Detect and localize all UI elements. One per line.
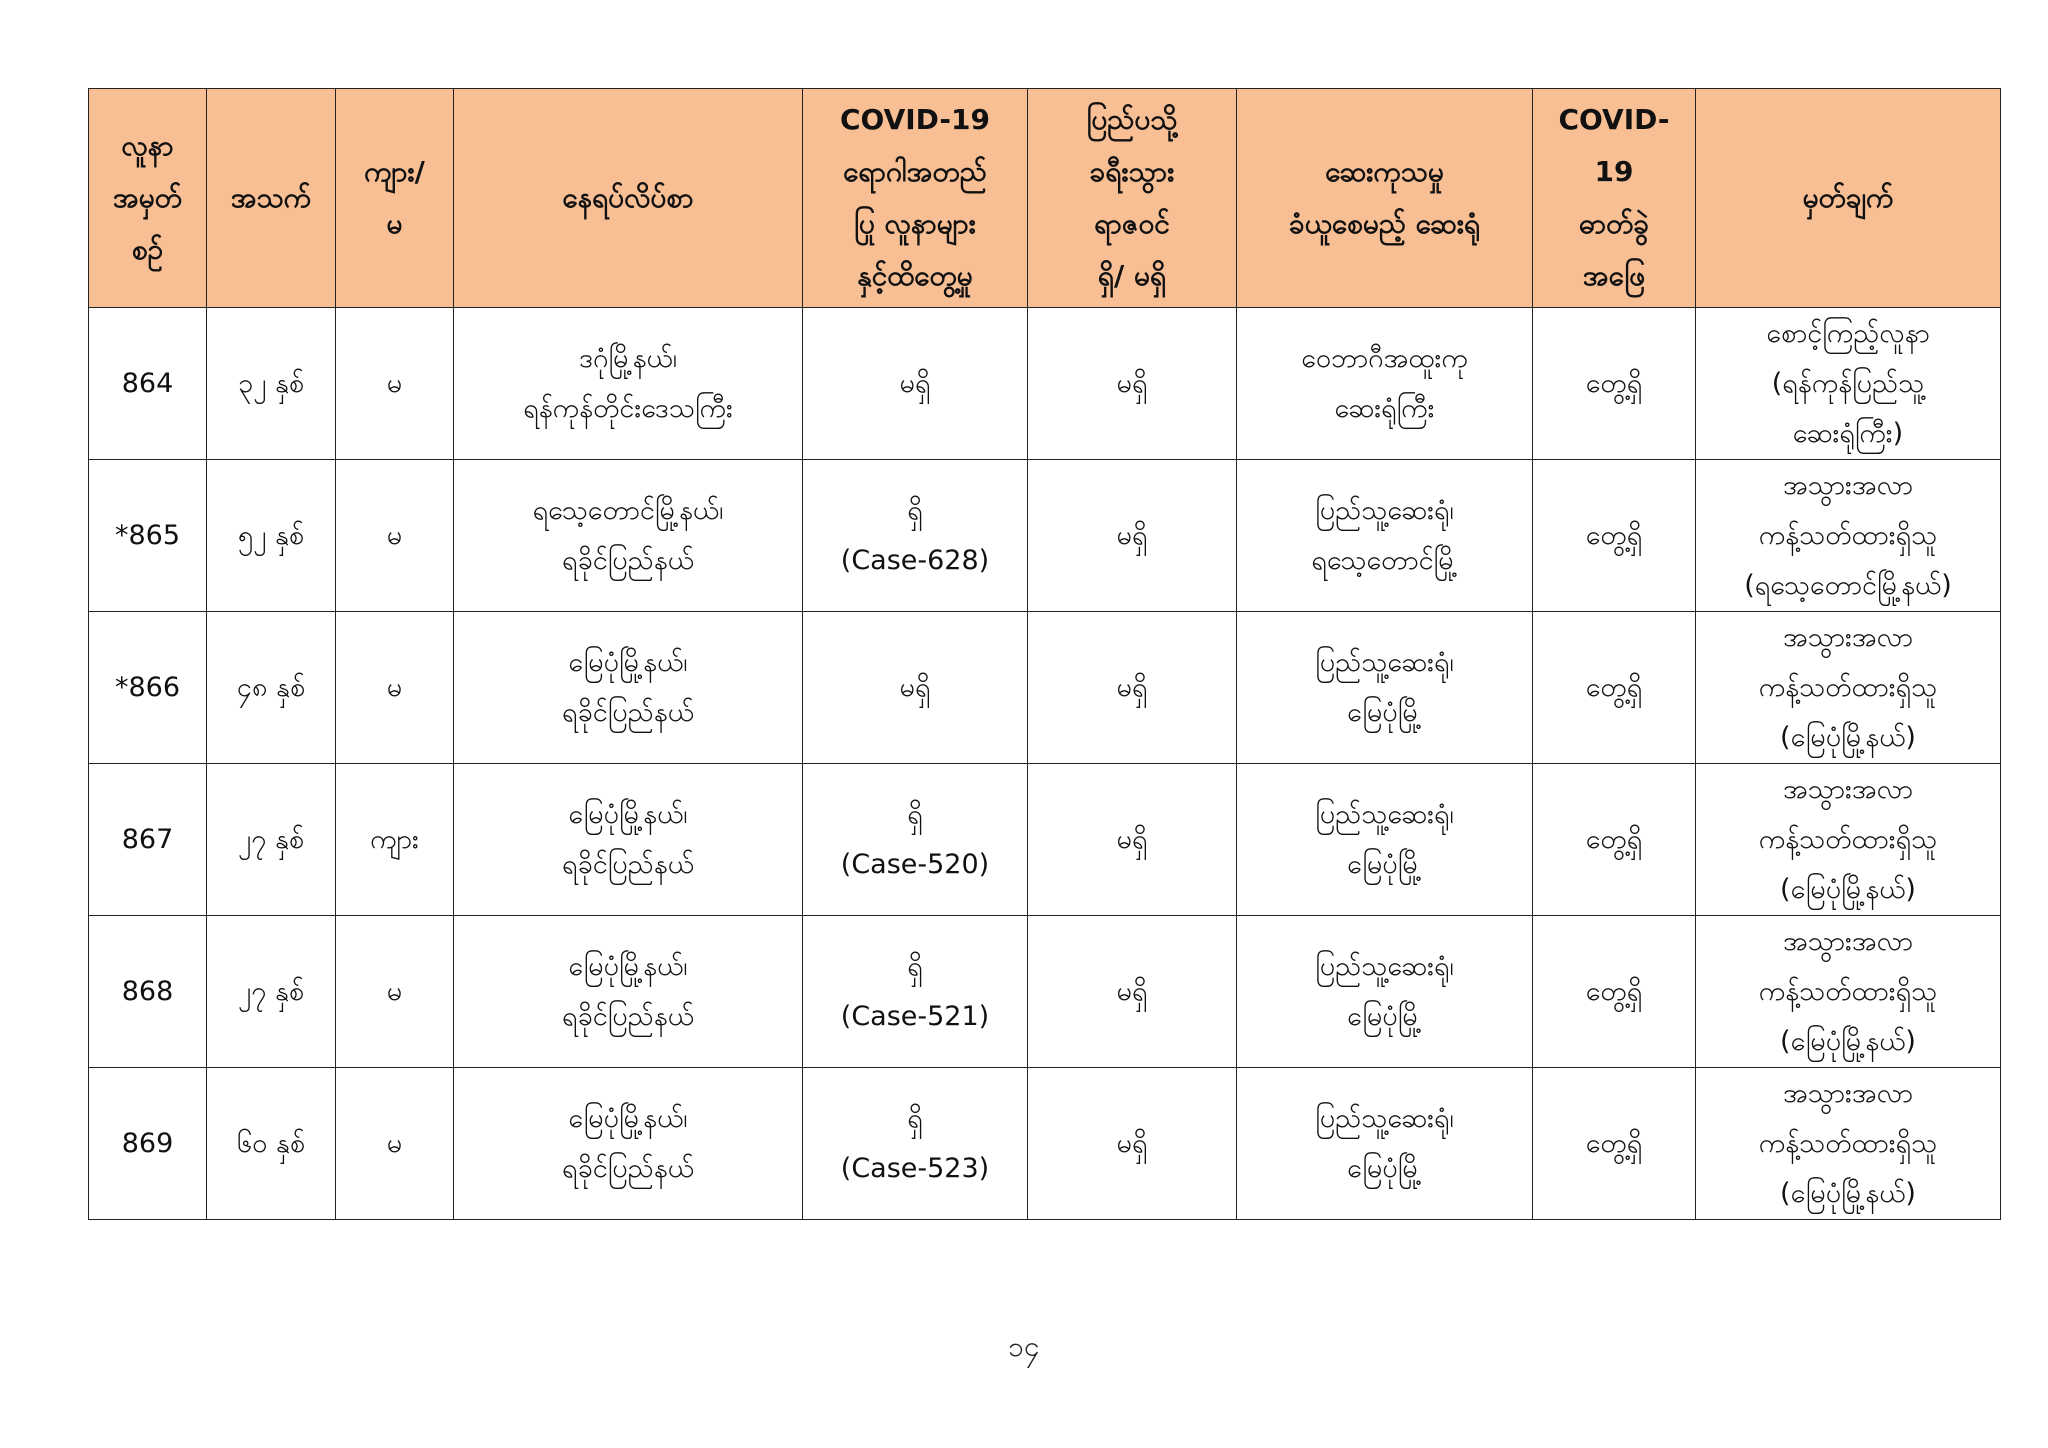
table-header-row (89, 89, 2001, 308)
cell-case-number: 864 (89, 308, 207, 460)
cell-sex: မ (336, 460, 454, 612)
cell-remarks (1696, 916, 2001, 1068)
cell-address (454, 1068, 803, 1220)
cell-sex: မ (336, 308, 454, 460)
cell-case-number: 869 (89, 1068, 207, 1220)
cell-remarks-line: ကန့်သတ်ထားရှိသူ (1758, 519, 1938, 551)
cell-case-number: *866 (89, 612, 207, 764)
cell-hospital (1237, 764, 1533, 916)
cell-contact-line: မရှိ (899, 671, 931, 703)
case-table (88, 88, 2001, 1220)
cell-remarks-line: အသွားအလာ (1782, 773, 1914, 805)
cell-case-number: *865 (89, 460, 207, 612)
cell-remarks (1696, 612, 2001, 764)
cell-address-line: ဒဂုံမြို့နယ်၊ (578, 342, 678, 374)
cell-hospital-line: ဝေဘာဂီအထူးကု (1301, 342, 1468, 374)
cell-hospital (1237, 460, 1533, 612)
cell-lab-result: တွေ့ရှိ (1533, 308, 1696, 460)
cell-hospital-line: မြေပုံမြို့ (1347, 696, 1422, 728)
cell-sex: မ (336, 916, 454, 1068)
cell-sex: ကျား (336, 764, 454, 916)
cell-contact (803, 764, 1028, 916)
cell-contact (803, 460, 1028, 612)
cell-contact (803, 916, 1028, 1068)
cell-remarks (1696, 764, 2001, 916)
cell-address-line: ရခိုင်ပြည်နယ် (562, 696, 694, 728)
cell-hospital (1237, 1068, 1533, 1220)
cell-hospital-line: ပြည်သူ့ဆေးရုံ၊ (1315, 494, 1454, 526)
case-report-page (88, 88, 2000, 1220)
cell-travel-history: မရှိ (1028, 764, 1237, 916)
cell-hospital-line: မြေပုံမြို့ (1347, 1000, 1422, 1032)
cell-contact-line: (Case-523) (840, 1152, 990, 1184)
cell-age: ၄၈ နှစ် (207, 612, 336, 764)
cell-address-line: မြေပုံမြို့နယ်၊ (568, 950, 688, 982)
header-remarks: မှတ်ချက် (1696, 89, 2001, 308)
cell-contact (803, 612, 1028, 764)
cell-contact-line: (Case-520) (840, 848, 990, 880)
cell-contact-line: ရှိ (907, 798, 923, 830)
cell-address-line: ရသေ့တောင်မြို့နယ်၊ (532, 494, 724, 526)
cell-age: ၂၇ နှစ် (207, 916, 336, 1068)
cell-lab-result: တွေ့ရှိ (1533, 612, 1696, 764)
table-row (89, 916, 2001, 1068)
cell-hospital-line: ပြည်သူ့ဆေးရုံ၊ (1315, 950, 1454, 982)
cell-travel-history: မရှိ (1028, 308, 1237, 460)
cell-remarks-line: ကန့်သတ်ထားရှိသူ (1758, 823, 1938, 855)
cell-lab-result: တွေ့ရှိ (1533, 916, 1696, 1068)
cell-remarks-line: (ရသေ့တောင်မြို့နယ်) (1744, 569, 1952, 601)
cell-remarks-line: အသွားအလာ (1782, 469, 1914, 501)
cell-contact (803, 308, 1028, 460)
cell-address (454, 612, 803, 764)
cell-remarks-line: (မြေပုံမြို့နယ်) (1780, 721, 1916, 753)
cell-address (454, 308, 803, 460)
cell-contact-line: ရှိ (907, 950, 923, 982)
cell-hospital-line: ရသေ့တောင်မြို့ (1311, 544, 1458, 576)
header-contact: COVID-19 ရောဂါအတည် ပြု လူနာများ နှင့်ထိတွေ့မှု (803, 89, 1028, 308)
cell-address-line: ရခိုင်ပြည်နယ် (562, 848, 694, 880)
cell-remarks-line: ကန့်သတ်ထားရှိသူ (1758, 671, 1938, 703)
cell-contact (803, 1068, 1028, 1220)
cell-remarks-line: ကန့်သတ်ထားရှိသူ (1758, 1127, 1938, 1159)
cell-remarks (1696, 308, 2001, 460)
cell-contact-line: မရှိ (899, 367, 931, 399)
cell-travel-history: မရှိ (1028, 612, 1237, 764)
cell-case-number: 868 (89, 916, 207, 1068)
cell-address (454, 916, 803, 1068)
cell-contact-line: ရှိ (907, 494, 923, 526)
cell-hospital-line: ပြည်သူ့ဆေးရုံ၊ (1315, 646, 1454, 678)
cell-age: ၆၀ နှစ် (207, 1068, 336, 1220)
cell-remarks (1696, 1068, 2001, 1220)
cell-address-line: မြေပုံမြို့နယ်၊ (568, 646, 688, 678)
cell-remarks-line: အသွားအလာ (1782, 1077, 1914, 1109)
cell-age: ၅၂ နှစ် (207, 460, 336, 612)
cell-hospital-line: ပြည်သူ့ဆေးရုံ၊ (1315, 798, 1454, 830)
cell-address (454, 460, 803, 612)
cell-travel-history: မရှိ (1028, 1068, 1237, 1220)
cell-travel-history: မရှိ (1028, 460, 1237, 612)
cell-address-line: ရခိုင်ပြည်နယ် (562, 1000, 694, 1032)
cell-case-number: 867 (89, 764, 207, 916)
case-rows (89, 308, 2001, 1220)
cell-hospital-line: မြေပုံမြို့ (1347, 1152, 1422, 1184)
cell-hospital (1237, 916, 1533, 1068)
cell-address-line: မြေပုံမြို့နယ်၊ (568, 1102, 688, 1134)
cell-remarks-line: အသွားအလာ (1782, 925, 1914, 957)
cell-contact-line: (Case-628) (840, 544, 990, 576)
cell-age: ၃၂ နှစ် (207, 308, 336, 460)
cell-remarks-line: အသွားအလာ (1782, 621, 1914, 653)
table-row (89, 460, 2001, 612)
cell-remarks-line: (ရန်ကုန်ပြည်သူ့ (1771, 367, 1925, 399)
cell-remarks-line: ဆေးရုံကြီး) (1792, 417, 1904, 449)
cell-remarks-line: စောင့်ကြည့်လူနာ (1766, 317, 1930, 349)
header-hospital: ဆေးကုသမှု ခံယူစေမည့် ဆေးရုံ (1237, 89, 1533, 308)
header-travel-history: ပြည်ပသို့ ခရီးသွား ရာဇဝင် ရှိ/ မရှိ (1028, 89, 1237, 308)
table-row (89, 764, 2001, 916)
cell-address-line: ရခိုင်ပြည်နယ် (562, 1152, 694, 1184)
header-sex: ကျား/ မ (336, 89, 454, 308)
cell-remarks (1696, 460, 2001, 612)
header-lab-result: COVID-19 ဓာတ်ခွဲ အဖြေ (1533, 89, 1696, 308)
header-address: နေရပ်လိပ်စာ (454, 89, 803, 308)
cell-remarks-line: (မြေပုံမြို့နယ်) (1780, 1025, 1916, 1057)
table-row (89, 612, 2001, 764)
cell-address-line: ရခိုင်ပြည်နယ် (562, 544, 694, 576)
cell-contact-line: ရှိ (907, 1102, 923, 1134)
cell-age: ၂၇ နှစ် (207, 764, 336, 916)
table-row (89, 308, 2001, 460)
cell-hospital (1237, 308, 1533, 460)
cell-remarks-line: ကန့်သတ်ထားရှိသူ (1758, 975, 1938, 1007)
cell-address-line: မြေပုံမြို့နယ်၊ (568, 798, 688, 830)
cell-hospital-line: မြေပုံမြို့ (1347, 848, 1422, 880)
cell-lab-result: တွေ့ရှိ (1533, 460, 1696, 612)
cell-contact-line: (Case-521) (840, 1000, 990, 1032)
cell-remarks-line: (မြေပုံမြို့နယ်) (1780, 873, 1916, 905)
cell-address-line: ရန်ကုန်တိုင်းဒေသကြီး (523, 392, 733, 424)
page-number: ၁၄ (1008, 1330, 1040, 1363)
cell-hospital-line: ပြည်သူ့ဆေးရုံ၊ (1315, 1102, 1454, 1134)
header-age: အသက် (207, 89, 336, 308)
cell-address (454, 764, 803, 916)
header-case-number: လူနာ အမှတ် စဉ် (89, 89, 207, 308)
cell-hospital-line: ဆေးရုံကြီး (1334, 392, 1435, 424)
table-row (89, 1068, 2001, 1220)
cell-remarks-line: (မြေပုံမြို့နယ်) (1780, 1177, 1916, 1209)
cell-hospital (1237, 612, 1533, 764)
cell-lab-result: တွေ့ရှိ (1533, 764, 1696, 916)
cell-sex: မ (336, 612, 454, 764)
cell-sex: မ (336, 1068, 454, 1220)
cell-lab-result: တွေ့ရှိ (1533, 1068, 1696, 1220)
cell-travel-history: မရှိ (1028, 916, 1237, 1068)
